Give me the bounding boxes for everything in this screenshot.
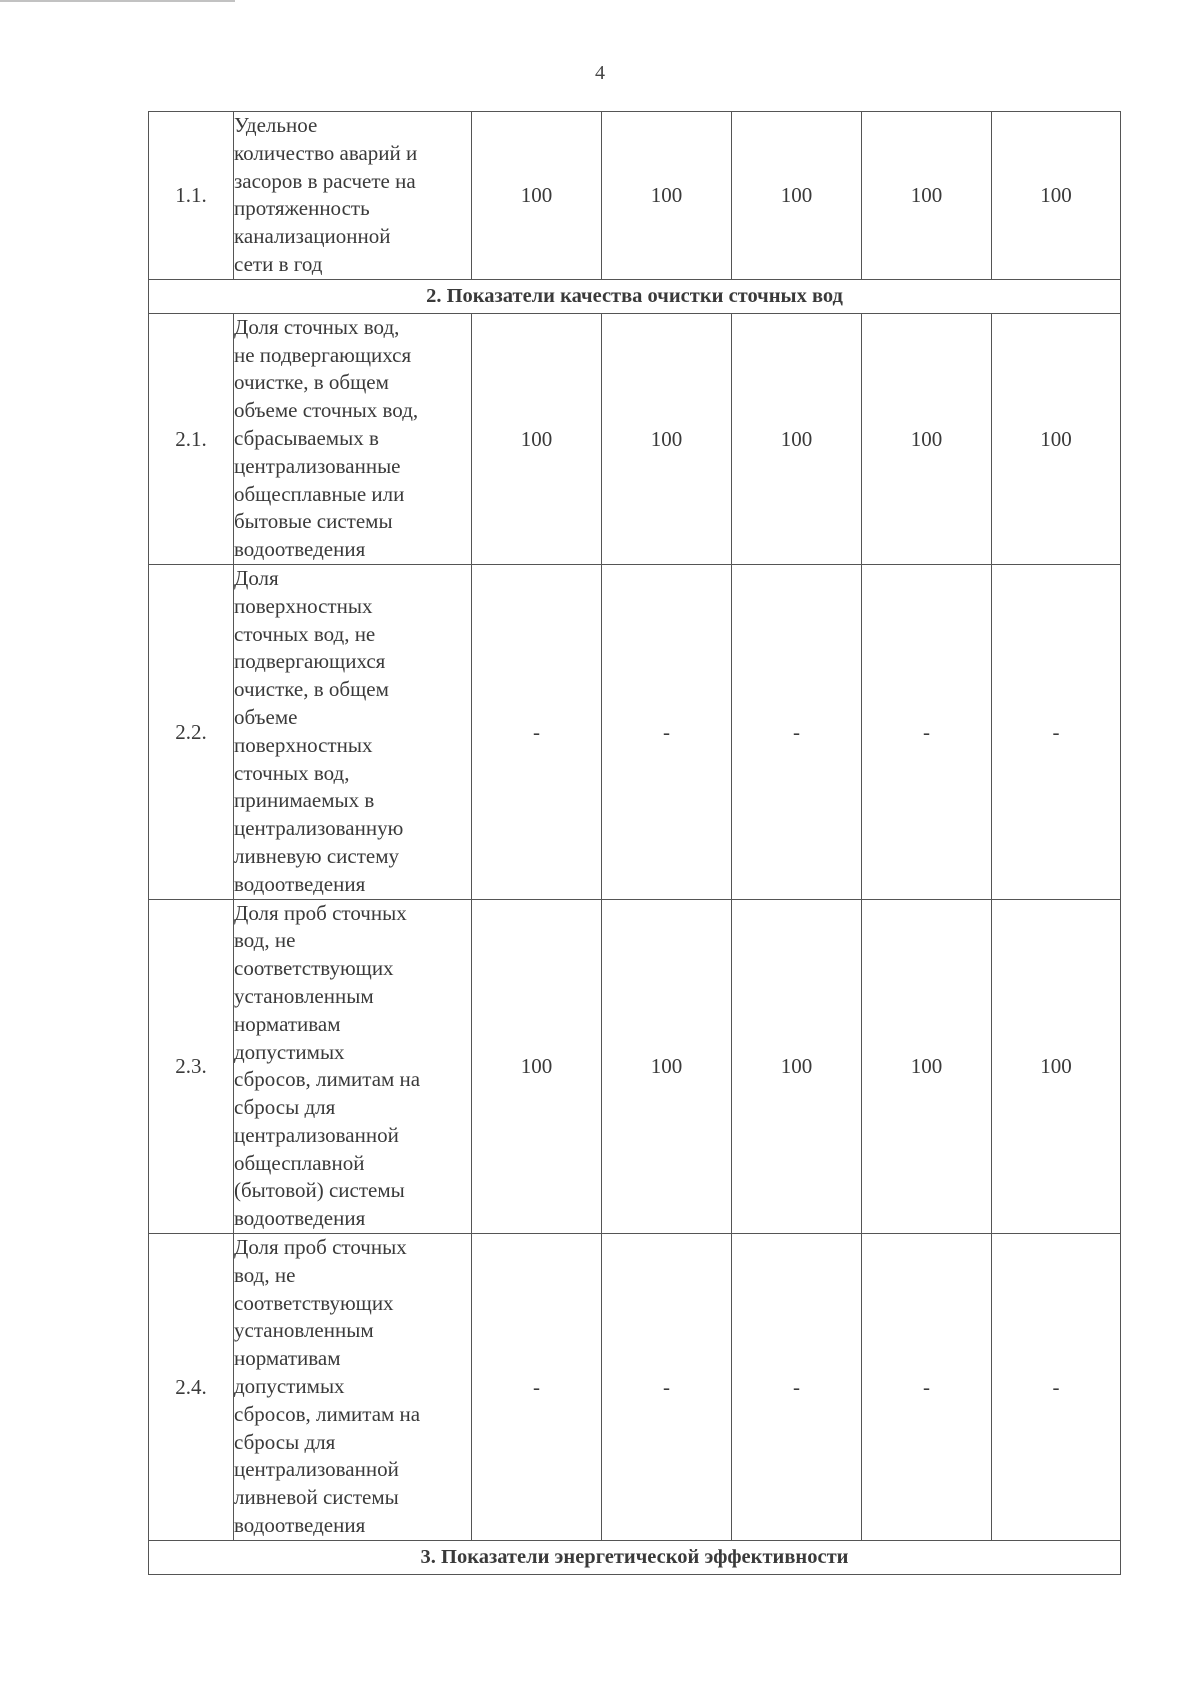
value-cell: 100 (732, 899, 862, 1234)
table-body (149, 112, 1121, 1575)
value-cell: - (992, 1234, 1121, 1541)
description-line: Удельное (234, 113, 318, 137)
section-header-row (149, 279, 1121, 313)
table-row (149, 313, 1121, 564)
description-line: объеме сточных вод, (234, 398, 419, 423)
value-cell: - (862, 564, 992, 899)
description-line: очистке, в общем (234, 370, 389, 395)
indicator-description (234, 112, 472, 280)
description-line: водоотведения (234, 871, 366, 896)
value-cell: 100 (732, 313, 862, 564)
description-line: подвергающихся (234, 649, 386, 674)
description-line: допустимых (234, 1374, 345, 1399)
table-row (149, 1234, 1121, 1541)
description-line: сбрасываемых в (234, 425, 379, 450)
description-line: сети в год (234, 251, 323, 276)
description-line: сбросы для (234, 1429, 336, 1454)
description-line: нормативам (234, 1346, 341, 1371)
description-line: засоров в расчете на (234, 168, 416, 193)
description-line: количество аварий и (234, 140, 418, 165)
description-line: сбросов, лимитам на (234, 1067, 421, 1092)
description-line: Доля сточных вод, (234, 314, 400, 339)
description-line: поверхностных (234, 593, 373, 618)
table-row (149, 899, 1121, 1234)
value-cell: - (602, 1234, 732, 1541)
description-line: соответствующих (234, 956, 394, 981)
value-cell: 100 (472, 899, 602, 1234)
description-line: ливневую систему (234, 843, 399, 868)
value-cell: 100 (992, 112, 1121, 280)
section-header-row (149, 1540, 1121, 1574)
value-cell: 100 (862, 313, 992, 564)
page-number: 4 (595, 62, 605, 84)
description-line: принимаемых в (234, 788, 375, 813)
value-cell: - (732, 564, 862, 899)
indicator-description (234, 564, 472, 899)
value-cell: 100 (992, 899, 1121, 1234)
description-line: поверхностных (234, 732, 373, 757)
description-line: канализационной (234, 224, 391, 249)
row-number: 2.1. (149, 313, 234, 564)
description-line: Доля (234, 565, 279, 590)
description-line: объеме (234, 704, 298, 729)
row-number: 2.2. (149, 564, 234, 899)
value-cell: 100 (862, 899, 992, 1234)
value-cell: 100 (732, 112, 862, 280)
section-title: 3. Показатели энергетической эффективности (149, 1540, 1121, 1574)
description-line: сточных вод, (234, 760, 350, 785)
description-line: вод, не (234, 1262, 296, 1287)
description-line: централизованные (234, 453, 401, 478)
table-row (149, 112, 1121, 280)
description-line: общесплавной (234, 1150, 365, 1175)
description-line: Доля проб сточных (234, 900, 407, 925)
value-cell: - (602, 564, 732, 899)
value-cell: 100 (472, 313, 602, 564)
indicator-description (234, 313, 472, 564)
description-line: соответствующих (234, 1290, 394, 1315)
value-cell: - (862, 1234, 992, 1541)
description-line: (бытовой) системы (234, 1178, 405, 1203)
description-line: протяженность (234, 196, 370, 221)
value-cell: - (472, 1234, 602, 1541)
description-line: сточных вод, не (234, 621, 376, 646)
value-cell: - (732, 1234, 862, 1541)
description-line: очистке, в общем (234, 677, 389, 702)
description-line: сбросов, лимитам на (234, 1401, 421, 1426)
description-line: установленным (234, 983, 374, 1008)
value-cell: 100 (992, 313, 1121, 564)
row-number: 2.3. (149, 899, 234, 1234)
description-line: водоотведения (234, 1206, 366, 1231)
description-line: централизованной (234, 1122, 399, 1147)
description-line: установленным (234, 1318, 374, 1343)
indicator-description (234, 899, 472, 1234)
description-line: не подвергающихся (234, 342, 412, 367)
description-line: Доля проб сточных (234, 1235, 407, 1260)
description-line: общесплавные или (234, 481, 405, 506)
scan-edge-mark (0, 0, 235, 2)
value-cell: 100 (472, 112, 602, 280)
description-line: водоотведения (234, 1513, 366, 1538)
description-line: нормативам (234, 1011, 341, 1036)
value-cell: 100 (862, 112, 992, 280)
description-line: централизованную (234, 816, 404, 841)
description-line: ливневой системы (234, 1485, 399, 1510)
description-line: допустимых (234, 1039, 345, 1064)
value-cell: 100 (602, 313, 732, 564)
indicator-description (234, 1234, 472, 1541)
value-cell: - (992, 564, 1121, 899)
value-cell: 100 (602, 112, 732, 280)
indicators-table (148, 111, 1121, 1575)
description-line: бытовые системы (234, 509, 393, 534)
section-title: 2. Показатели качества очистки сточных вод (149, 279, 1121, 313)
value-cell: - (472, 564, 602, 899)
row-number: 2.4. (149, 1234, 234, 1541)
row-number: 1.1. (149, 112, 234, 280)
table-row (149, 564, 1121, 899)
description-line: централизованной (234, 1457, 399, 1482)
value-cell: 100 (602, 899, 732, 1234)
description-line: сбросы для (234, 1095, 336, 1120)
description-line: вод, не (234, 928, 296, 953)
description-line: водоотведения (234, 537, 366, 562)
